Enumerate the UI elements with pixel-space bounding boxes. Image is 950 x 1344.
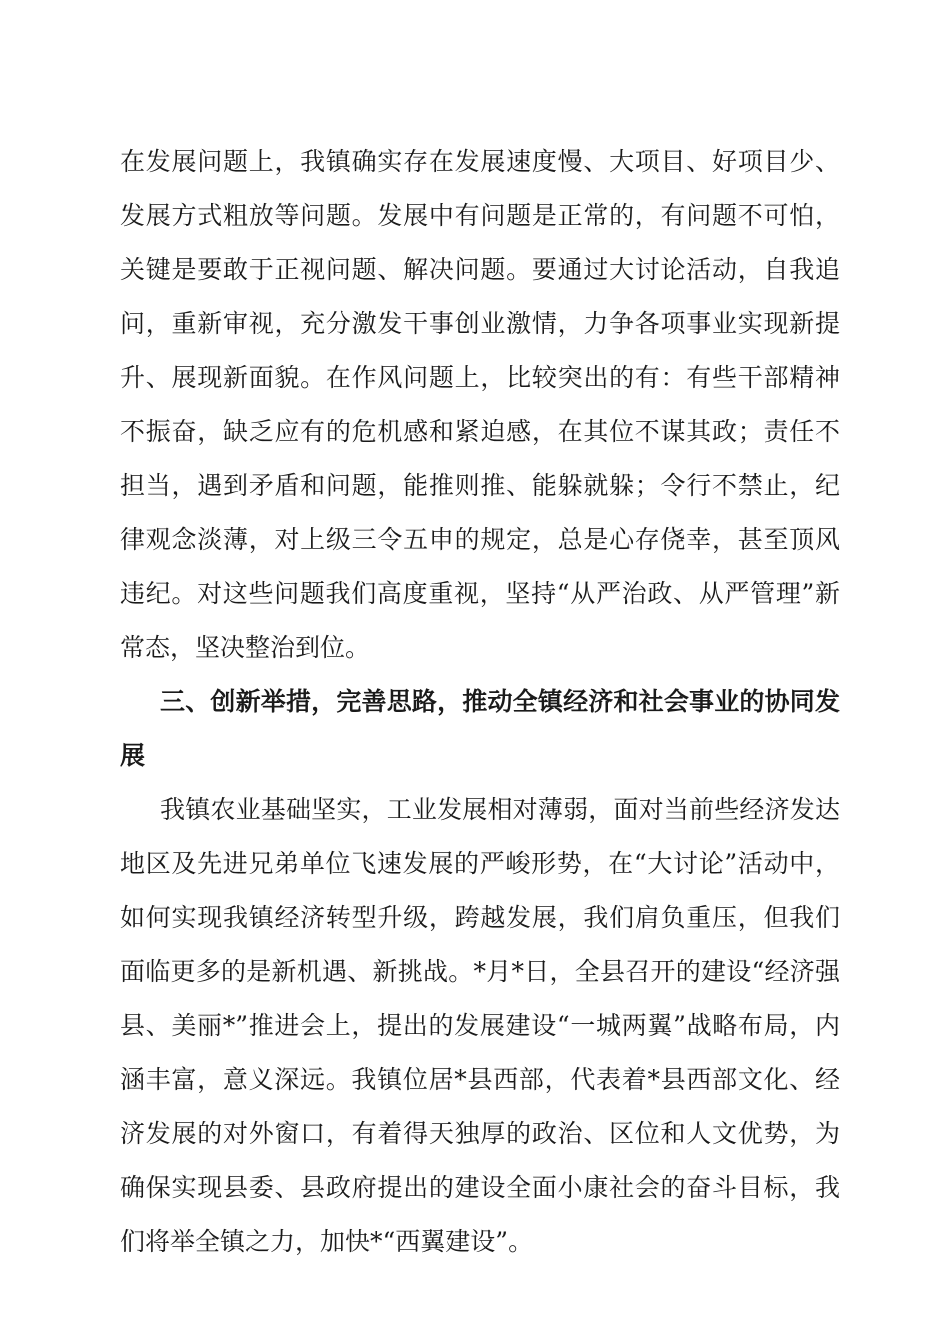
paragraph-development: 我镇农业基础坚实，工业发展相对薄弱，面对当前些经济发达地区及先进兄弟单位飞速发展的严峻形势，在“大讨论”活动中，如何实现我镇经济转型升级，跨越发展，我们肩负重压，但我们面临更多的是新机遇、新挑战。*月*日，全县召开的建设“经济强县、美丽*”推进会上，提出的发展建设“一城两翼”战略布局，内涵丰富，意义深远。我镇位居*县西部，代表着*县西部文化、经济发展的对外窗口，有着得天独厚的政治、区位和人文优势，为确保实现县委、县政府提出的建设全面小康社会的奋斗目标，我们将举全镇之力，加快*“西翼建设”。	[120, 795, 840, 1256]
document-page	[120, 135, 840, 1269]
paragraph-problems: 在发展问题上，我镇确实存在发展速度慢、大项目、好项目少、发展方式粗放等问题。发展中有问题是正常的，有问题不可怕，关键是要敢于正视问题、解决问题。要通过大讨论活动，自我追问，重新审视，充分激发干事创业激情，力争各项事业实现新提升、展现新面貌。在作风问题上，比较突出的有：有些干部精神不振奋，缺乏应有的危机感和紧迫感，在其位不谋其政；责任不担当，遇到矛盾和问题，能推则推、能躲就躲；令行不禁止，纪律观念淡薄，对上级三令五申的规定，总是心存侥幸，甚至顶风违纪。对这些问题我们高度重视，坚持“从严治政、从严管理”新常态，坚决整治到位。	[120, 147, 840, 662]
section-heading-3: 三、创新举措，完善思路，推动全镇经济和社会事业的协同发展	[120, 687, 840, 770]
